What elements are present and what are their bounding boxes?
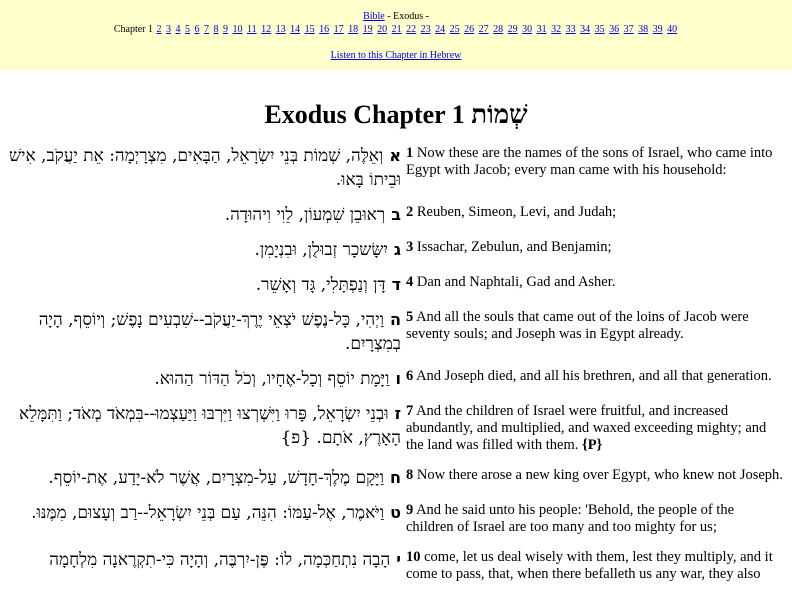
english-verse-text: Dan and Naphtali, Gad and Asher. (416, 274, 616, 290)
chapter-link[interactable]: 2 (156, 24, 162, 35)
chapter-link[interactable]: 3 (166, 24, 171, 35)
chapter-link[interactable]: 5 (185, 24, 190, 35)
hebrew-verse (0, 363, 404, 398)
hebrew-verse (0, 304, 404, 363)
verse-row (0, 462, 792, 497)
hebrew-verse-number: ז (394, 404, 401, 423)
english-verse (404, 140, 792, 199)
english-verse-text: And he said unto his people: 'Behold, the people of the children of Israel are too many and too mighty for us; (406, 502, 735, 535)
hebrew-verse-number: ח (390, 468, 401, 487)
chapter-link[interactable]: 8 (213, 24, 219, 35)
chapter-link[interactable]: 36 (609, 24, 620, 35)
english-verse (404, 363, 792, 398)
english-verse-number: 9 (406, 502, 414, 518)
verse-row (0, 544, 792, 591)
listen-hebrew-link[interactable]: Listen to this Chapter in Hebrew (330, 50, 462, 61)
verse-row (0, 199, 792, 234)
chapter-link[interactable]: 17 (333, 24, 344, 35)
chapter-link[interactable]: 15 (304, 24, 315, 35)
chapter-link[interactable]: 34 (580, 24, 591, 35)
chapter-link[interactable]: 14 (290, 24, 301, 35)
chapter-link[interactable]: 38 (638, 24, 649, 35)
chapter-link[interactable]: 35 (594, 24, 605, 35)
bible-link[interactable]: Bible (363, 11, 385, 22)
chapter-link[interactable]: 31 (536, 24, 547, 35)
page-title (0, 70, 792, 140)
section-marker: {P} (581, 437, 603, 453)
chapter-link[interactable]: 22 (406, 24, 417, 35)
chapter-link[interactable]: 10 (232, 24, 243, 35)
hebrew-verse-text: וּבְנֵי יִשְׂרָאֵל, פָּרוּ וַיִּשְׁרְצוּ וַיִּרְבּוּ וַיַּעַצְמוּ--בִּמְאֹד מְאֹד; וַתִּמָּלֵא הָאָרֶץ, אֹתָם. {פ} (19, 404, 401, 448)
english-verse (404, 199, 792, 234)
english-verse (404, 269, 792, 304)
book-name: - Exodus - (384, 11, 429, 22)
verse-row (0, 398, 792, 462)
english-verse-number: 5 (406, 309, 414, 325)
page-title-english: Exodus Chapter 1 (264, 100, 465, 129)
chapter-link[interactable]: 32 (551, 24, 562, 35)
english-verse (404, 462, 792, 497)
chapter-link[interactable]: 4 (175, 24, 181, 35)
hebrew-verse (0, 234, 404, 269)
english-verse-number: 2 (406, 204, 414, 220)
english-verse (404, 497, 792, 544)
chapter-link[interactable]: 23 (420, 24, 431, 35)
english-verse-number: 4 (406, 274, 414, 290)
chapter-link[interactable]: 9 (223, 24, 228, 35)
english-verse-number: 7 (406, 403, 414, 419)
english-verse-text: And all the souls that came out of the loins of Jacob were seventy souls; and Joseph was in Egypt already. (406, 309, 749, 342)
english-verse-text: come, let us deal wisely with them, lest they multiply, and it come to pass, that, when there befalleth us any war, they also (406, 549, 773, 582)
english-verse (404, 544, 792, 591)
hebrew-verse-number: א (389, 146, 401, 165)
hebrew-verse (0, 462, 404, 497)
book-breadcrumb (0, 10, 792, 23)
hebrew-verse-number: ה (390, 310, 401, 329)
english-verse-text: Now these are the names of the sons of Israel, who came into Egypt with Jacob; every man came with his household: (406, 145, 773, 178)
verse-row (0, 304, 792, 363)
chapter-link[interactable]: 21 (391, 24, 402, 35)
hebrew-verse-text: וַיְהִי, כָּל-נֶפֶשׁ יֹצְאֵי יֶרֶךְ-יַעֲקֹב--שִׁבְעִים נָפֶשׁ; וְיוֹסֵף, הָיָה בְמִצְרָיִם. (38, 310, 401, 354)
verses-table (0, 140, 792, 591)
english-verse-number: 3 (406, 239, 414, 255)
hebrew-verse-text: הָבָה נִתְחַכְּמָה, לוֹ: פֶּן-יִרְבֶּה, וְהָיָה כִּי-תִקְרֶאנָה מִלְחָמָה (49, 550, 391, 570)
hebrew-verse-number: ט (390, 503, 401, 522)
chapter-link[interactable]: 39 (652, 24, 663, 35)
english-verse (404, 304, 792, 363)
chapter-nav (0, 0, 792, 70)
hebrew-verse-number: ו (395, 369, 401, 388)
hebrew-verse-text: וְאֵלֶּה, שְׁמוֹת בְּנֵי יִשְׂרָאֵל, הַבָּאִים, מִצְרָיְמָה: אֵת יַעֲקֹב, אִישׁ וּבֵיתוֹ בָּאוּ. (8, 146, 401, 190)
verse-row (0, 140, 792, 199)
hebrew-verse-text: יִשָּׂשכָר זְבוּלֻן, וּבִנְיָמִן. (254, 240, 388, 260)
hebrew-verse-text: רְאוּבֵן שִׁמְעוֹן, לֵוִי וִיהוּדָה. (224, 205, 386, 225)
hebrew-verse (0, 199, 404, 234)
english-verse-text: Now there arose a new king over Egypt, who knew not Joseph. (416, 467, 783, 483)
hebrew-verse (0, 497, 404, 544)
hebrew-verse-number: י (396, 550, 401, 569)
chapter-link-list (156, 24, 679, 35)
chapter-links (0, 23, 792, 36)
hebrew-verse-text: וַיֹּאמֶר, אֶל-עַמּוֹ: הִנֵּה, עַם בְּנֵי יִשְׂרָאֵל--רַב וְעָצוּם, מִמֶּנּוּ. (31, 503, 385, 523)
chapter-link[interactable]: 19 (362, 24, 373, 35)
hebrew-verse (0, 269, 404, 304)
english-verse-text: And the children of Israel were fruitful, and increased abundantly, and multiplied, and waxed exceeding mighty; and the land was filled with them. (406, 403, 767, 453)
verse-row (0, 363, 792, 398)
hebrew-verse (0, 140, 404, 199)
chapter-link[interactable]: 11 (247, 24, 257, 35)
chapter-link[interactable]: 12 (261, 24, 272, 35)
chapter-link[interactable]: 16 (319, 24, 330, 35)
verse-row (0, 497, 792, 544)
english-verse-text: Reuben, Simeon, Levi, and Judah; (416, 204, 617, 220)
chapter-link[interactable]: 37 (623, 24, 634, 35)
hebrew-verse-text: וַיָּמָת יוֹסֵף וְכָל-אֶחָיו, וְכֹל הַדּוֹר הַהוּא. (154, 369, 390, 389)
english-verse (404, 398, 792, 462)
english-verse-text: And Joseph died, and all his brethren, and all that generation. (416, 368, 772, 384)
chapter-link[interactable]: 13 (275, 24, 286, 35)
chapter-link[interactable]: 28 (493, 24, 504, 35)
hebrew-verse (0, 544, 404, 591)
chapter-link[interactable]: 7 (204, 24, 209, 35)
english-verse-number: 8 (406, 467, 414, 483)
hebrew-verse-text: דָּן וְנַפְתָּלִי, גָּד וְאָשֵׁר. (255, 275, 386, 295)
chapter-link[interactable]: 33 (565, 24, 576, 35)
chapter-link[interactable]: 29 (507, 24, 518, 35)
page-title-hebrew: שְׁמוֹת (471, 100, 528, 130)
chapter-link[interactable]: 24 (435, 24, 446, 35)
verse-row (0, 269, 792, 304)
chapter-link[interactable]: 27 (478, 24, 489, 35)
chapter-link[interactable]: 20 (377, 24, 388, 35)
verse-row (0, 234, 792, 269)
chapter-link[interactable]: 26 (464, 24, 475, 35)
hebrew-verse-text: וַיָּקָם מֶלֶךְ-חָדָשׁ, עַל-מִצְרָיִם, אֲשֶׁר לֹא-יָדַע, אֶת-יוֹסֵף. (48, 468, 384, 488)
hebrew-verse-number: ב (391, 205, 401, 224)
current-chapter: Chapter 1 (113, 24, 153, 35)
hebrew-verse-number: ד (391, 275, 401, 294)
english-verse-number: 1 (406, 145, 414, 161)
english-verse-number: 10 (406, 549, 421, 565)
chapter-link[interactable]: 30 (522, 24, 533, 35)
chapter-link[interactable]: 25 (449, 24, 460, 35)
chapter-link[interactable]: 6 (194, 24, 200, 35)
english-verse (404, 234, 792, 269)
hebrew-verse (0, 398, 404, 462)
english-verse-number: 6 (406, 368, 414, 384)
chapter-link[interactable]: 40 (667, 24, 678, 35)
hebrew-verse-number: ג (393, 240, 401, 259)
english-verse-text: Issachar, Zebulun, and Benjamin; (416, 239, 612, 255)
chapter-link[interactable]: 18 (348, 24, 359, 35)
